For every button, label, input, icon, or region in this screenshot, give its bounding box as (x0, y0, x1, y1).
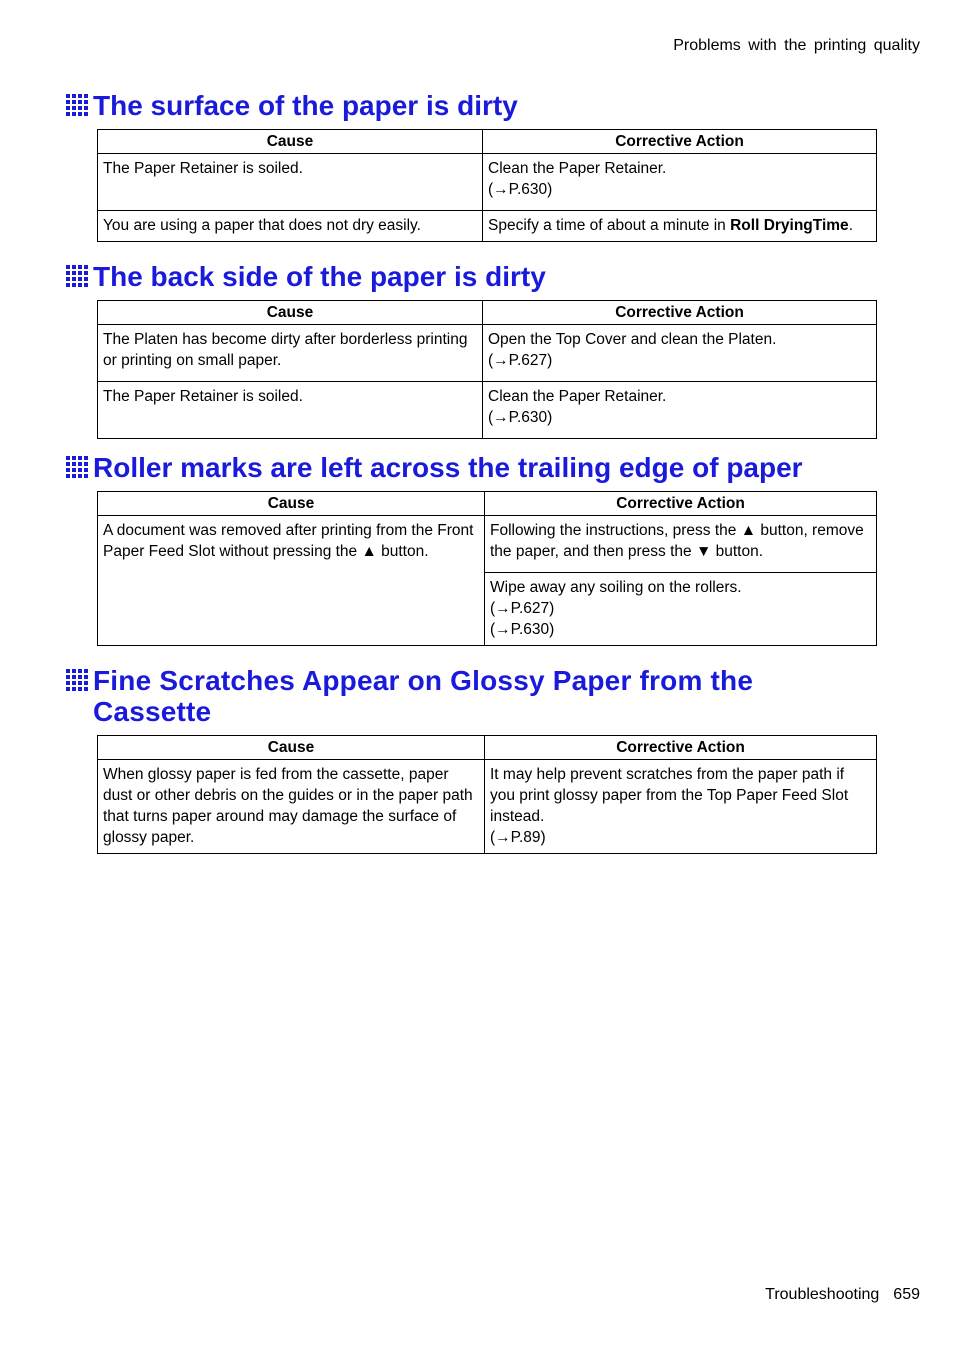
page-reference: (→P.630) (488, 181, 553, 198)
section-title: Fine Scratches Appear on Glossy Paper from the Cassette (66, 665, 877, 727)
footer-section-name: Troubleshooting (765, 1286, 880, 1303)
action-cell: Wipe away any soiling on the rollers. (→P.627) (→P.630) (485, 573, 877, 646)
menu-item-name: Roll DryingTime (730, 217, 849, 234)
table-row (98, 325, 877, 382)
column-header-action: Corrective Action (485, 492, 877, 516)
section-fine-scratches (66, 665, 877, 854)
cause-cell: The Platen has become dirty after borderless printing or printing on small paper. (98, 325, 483, 382)
column-header-cause: Cause (98, 492, 485, 516)
action-cell: Open the Top Cover and clean the Platen. (→P.627) (483, 325, 877, 382)
page-number: 659 (893, 1286, 920, 1303)
running-header: Problems with the printing quality (673, 37, 920, 54)
cause-cell: The Paper Retainer is soiled. (98, 382, 483, 439)
action-cell: Following the instructions, press the ▲ button, remove the paper, and then press the ▼ button. (485, 516, 877, 573)
page-reference: (→P.627) (488, 352, 553, 369)
column-header-action: Corrective Action (483, 130, 877, 154)
section-title: The back side of the paper is dirty (66, 261, 877, 292)
column-header-action: Corrective Action (485, 736, 877, 760)
grid-bullet-icon (66, 265, 88, 287)
action-cell: Specify a time of about a minute in Roll DryingTime. (483, 211, 877, 242)
cause-action-table (97, 735, 877, 854)
cause-action-table (97, 300, 877, 439)
cause-cell: You are using a paper that does not dry easily. (98, 211, 483, 242)
page-reference: (→P.89) (490, 829, 546, 846)
section-title: The surface of the paper is dirty (66, 90, 877, 121)
action-cell: Clean the Paper Retainer. (→P.630) (483, 154, 877, 211)
cause-action-table (97, 129, 877, 242)
section-surface-dirty (66, 90, 877, 242)
cause-cell: When glossy paper is fed from the cassette, paper dust or other debris on the guides or in the paper path that turns paper around may damage the surface of glossy paper. (98, 760, 485, 854)
table-row (98, 760, 877, 854)
cause-action-table (97, 491, 877, 646)
column-header-cause: Cause (98, 130, 483, 154)
section-title: Roller marks are left across the trailing edge of paper (66, 452, 877, 483)
section-roller-marks (66, 452, 877, 646)
page-footer (765, 1286, 920, 1304)
grid-bullet-icon (66, 669, 88, 691)
table-row (98, 382, 877, 439)
action-cell: It may help prevent scratches from the paper path if you print glossy paper from the Top Paper Feed Slot instead. (→P.89) (485, 760, 877, 854)
page-reference: (→P.627) (490, 600, 555, 617)
table-row (98, 211, 877, 242)
page-reference: (→P.630) (488, 409, 553, 426)
cause-cell: A document was removed after printing from the Front Paper Feed Slot without pressing the ▲ button. (98, 516, 485, 646)
section-back-side-dirty (66, 261, 877, 439)
column-header-cause: Cause (98, 301, 483, 325)
table-row (98, 516, 877, 573)
table-row (98, 154, 877, 211)
column-header-action: Corrective Action (483, 301, 877, 325)
grid-bullet-icon (66, 456, 88, 478)
grid-bullet-icon (66, 94, 88, 116)
column-header-cause: Cause (98, 736, 485, 760)
action-cell: Clean the Paper Retainer. (→P.630) (483, 382, 877, 439)
page-reference: (→P.630) (490, 621, 555, 638)
cause-cell: The Paper Retainer is soiled. (98, 154, 483, 211)
